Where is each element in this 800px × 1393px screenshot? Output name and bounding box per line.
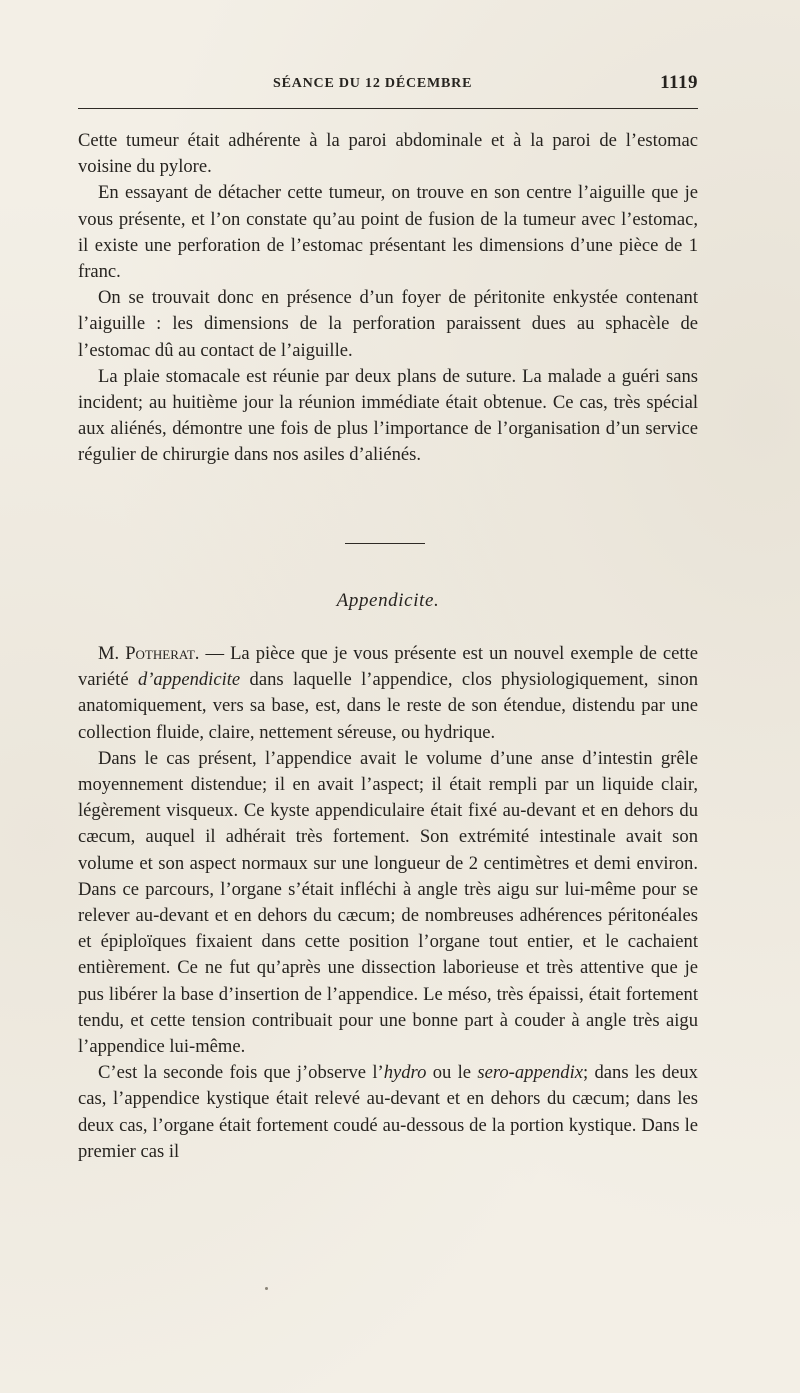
paragraph: On se trouvait donc en présence d’un foyer de péritonite enkystée contenant l’aiguille : les dimensions de la perforation paraissent dues au sphacèle de l’estomac dû au contact de l’aiguille.: [78, 287, 698, 361]
paragraph: Dans le cas présent, l’appendice avait le volume d’une anse d’intestin grêle moyennement distendue; il en avait l’aspect; il était rempli par un liquide clair, légèrement visqueux. Ce kyste appendiculaire était fixé au-devant et en dehors du cæcum, auquel il adhérait très fortement. Son extrémité intestinale avait son volume et son aspect normaux sur une longueur de 2 centimètres et demi environ. Dans ce parcours, l’organe s’était infléchi à angle très aigu sur lui-même pour se relever au-devant et en dehors du cæcum; de nombreuses adhérences péritonéales et épiploïques fixaient dans cette position l’organe tout entier, et le cachaient entièrement. Ce ne fut qu’après une dissection laborieuse et très attentive que je pus libérer la base d’insertion de l’appendice. Le méso, très épaissi, était fortement tendu, et cette tension contribuait pour une bonne part à couder à angle très aigu l’appendice lui-même.: [78, 747, 698, 1058]
page-header: [78, 70, 698, 102]
speaker-name: M. Potherat.: [98, 643, 200, 664]
paragraph: En essayant de détacher cette tumeur, on trouve en son centre l’aiguille que je vous présente, et l’on constate qu’au point de fusion de la tumeur avec l’estomac, il existe une perforation de l’estomac présentant les dimensions d’une pièce de 1 franc.: [78, 182, 698, 283]
section-tumeur-text: [78, 128, 698, 469]
italic-term: hydro: [383, 1062, 427, 1084]
paper-speck: [265, 1287, 268, 1290]
italic-term: d’appendicite: [137, 669, 241, 691]
text-run: ou le: [426, 1062, 478, 1084]
section-appendicite-text: [78, 641, 698, 1165]
paragraph: [78, 1060, 698, 1165]
paragraph: [78, 641, 698, 746]
text-run: dans laquelle l’appendice, clos physiologiquement, sinon anatomiquement, vers sa base, est, dans le reste de son étendue, distendu par une collection fluide, claire, nettement séreuse, ou hydrique.: [78, 669, 698, 743]
section-divider: [345, 543, 425, 544]
text-run: — La pièce que je vous présente est un nouvel exemple de cette variété: [78, 643, 698, 691]
text-run: C’est la seconde fois que j’observe l’: [98, 1062, 384, 1084]
paragraph: Cette tumeur était adhérente à la paroi abdominale et à la paroi de l’estomac voisine du pylore.: [78, 130, 698, 178]
page-number: 1119: [660, 72, 698, 93]
section-title: Appendicite.: [336, 590, 440, 611]
paragraph: La plaie stomacale est réunie par deux plans de suture. La malade a guéri sans incident; au huitième jour la réunion immédiate était obtenue. Ce cas, très spécial aux aliénés, démontre une fois de plus l’importance de l’organisation d’un service régulier de chirurgie dans nos asiles d’aliénés.: [78, 365, 698, 466]
text-run: ; dans les deux cas, l’appendice kystique était relevé au-devant et en dehors du cæcum; dans les deux cas, l’organe était fortement coudé au-dessous de la portion kystique. Dans le premier cas il: [78, 1062, 698, 1162]
italic-term: sero-appendix: [477, 1062, 584, 1084]
running-head: SÉANCE DU 12 DÉCEMBRE: [273, 76, 473, 91]
header-rule: [78, 108, 698, 109]
